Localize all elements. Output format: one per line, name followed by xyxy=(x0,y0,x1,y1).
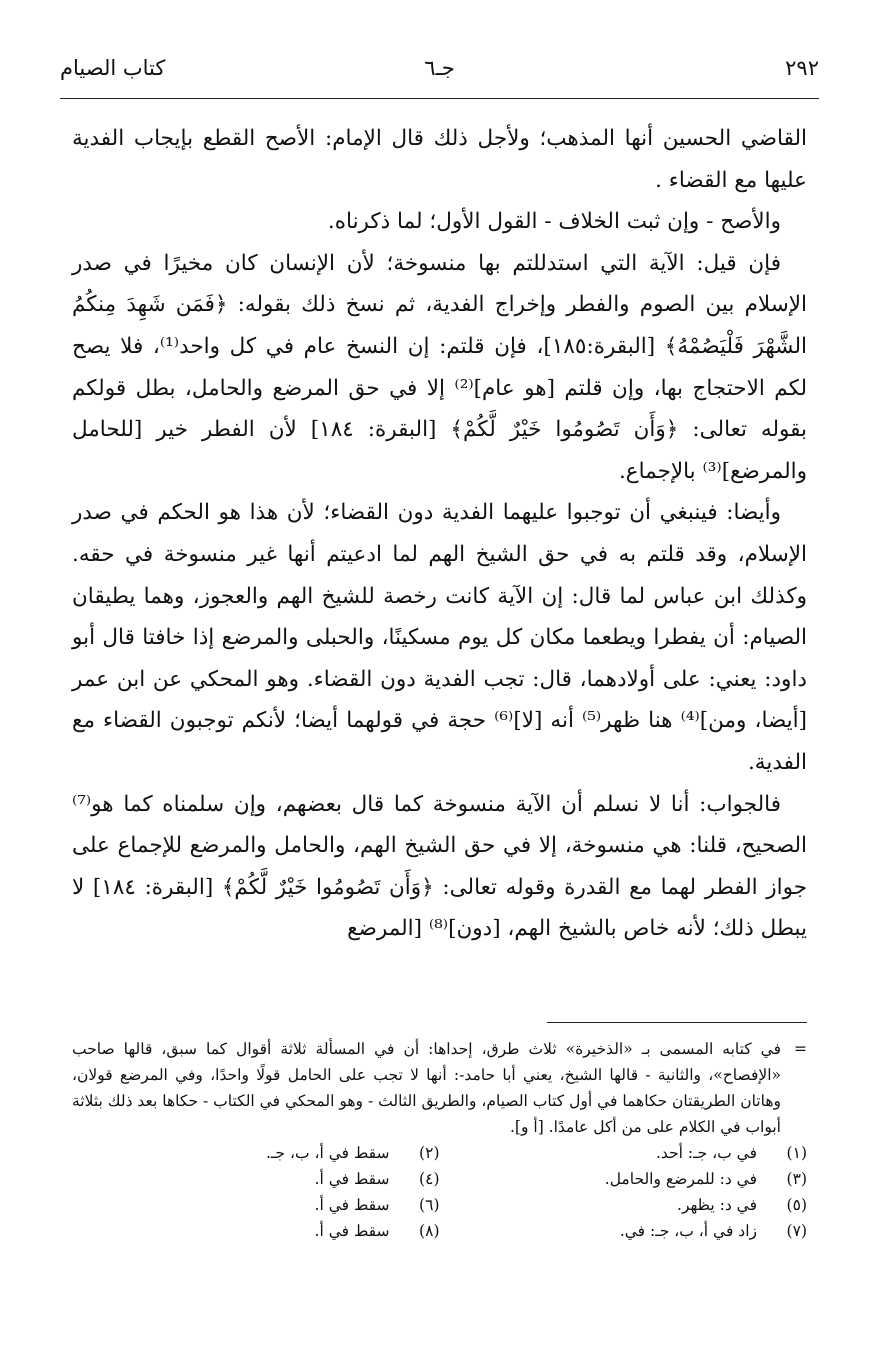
footnote-continuation xyxy=(72,1036,807,1140)
book-title: كتاب الصيام xyxy=(60,56,166,80)
footnote-item xyxy=(72,1218,440,1244)
footnote-text: زاد في أ، ب، جـ: في. xyxy=(619,1222,757,1240)
footnote-item xyxy=(440,1140,808,1166)
footnote-text: في د: للمرضع والحامل. xyxy=(604,1170,757,1188)
footnote-number: (٤) xyxy=(419,1170,440,1188)
paragraph: فإن قيل: الآية التي استدللتم بها منسوخة؛ لأن الإنسان كان مخيرًا في صدر الإسلام بين الصوم والفطر وإخراج الفدية، ثم نسخ ذلك بقوله: ﴿فَمَن شَهِدَ مِنكُمُ الشَّهْرَ فَلْيَصُمْهُ﴾ [البقرة:١٨٥]، فإن قلتم: إن النسخ عام في كل واحد⁽¹⁾، فلا يصح لكم الاحتجاج بها، وإن قلتم [هو عام]⁽²⁾ إلا في حق المرضع والحامل، بطل قولكم بقوله تعالى: ﴿وَأَن تَصُومُوا خَيْرٌ لَّكُمْ﴾ [البقرة: ١٨٤] لأن الفطر خير [للحامل والمرضع]⁽³⁾ بالإجماع. xyxy=(72,250,808,484)
footnote-number: (٢) xyxy=(419,1144,440,1162)
footnote-number: (٧) xyxy=(786,1222,807,1240)
paragraph: والأصح - وإن ثبت الخلاف - القول الأول؛ لما ذكرناه. xyxy=(327,209,781,235)
footnote-item xyxy=(440,1218,808,1244)
footnote-number: (١) xyxy=(786,1144,807,1162)
footnote-item xyxy=(440,1166,808,1192)
footnote-text: في ب، جـ: أحد. xyxy=(656,1144,757,1162)
footnote-item xyxy=(72,1192,440,1218)
footnote-text: في د: يظهر. xyxy=(677,1196,757,1214)
main-text xyxy=(72,118,807,950)
footnote-list xyxy=(72,1140,807,1244)
footnotes xyxy=(72,1036,807,1244)
paragraph: وأيضا: فينبغي أن توجبوا عليهما الفدية دون القضاء؛ لأن هذا هو الحكم في صدر الإسلام، وقد قلتم به في حق الشيخ الهم لما ادعيتم أنها غير منسوخة في حقه. وكذلك ابن عباس لما قال: إن الآية كانت رخصة للشيخ الهم والعجوز، وهما يطيقان الصيام: أن يفطرا ويطعما مكان كل يوم مسكينًا، والحبلى والمرضع إذا خافتا قال أبو داود: يعني: على أولادهما، قال: تجب الفدية دون القضاء. وهو المحكي عن ابن عمر [أيضا، ومن]⁽⁴⁾ هنا ظهر⁽⁵⁾ أنه [لا]⁽⁶⁾ حجة في قولهما أيضا؛ لأنكم توجبون القضاء مع الفدية. xyxy=(72,500,807,775)
continuation-mark: = xyxy=(794,1040,807,1058)
footnote-text: سقط في أ. xyxy=(314,1196,390,1214)
footnote-number: (٦) xyxy=(419,1196,440,1214)
paragraph: القاضي الحسين أنها المذهب؛ ولأجل ذلك قال الإمام: الأصح القطع بإيجاب الفدية عليها مع القضاء . xyxy=(72,126,807,193)
footnote-number: (٣) xyxy=(786,1170,807,1188)
footnote-text: سقط في أ. xyxy=(314,1170,390,1188)
footnote-number: (٨) xyxy=(419,1222,440,1240)
footnote-number: (٥) xyxy=(786,1196,807,1214)
page-number: ٢٩٢ xyxy=(785,56,819,80)
footnote-item xyxy=(72,1140,440,1166)
volume-label: جـ٦ xyxy=(424,56,455,80)
footnote-rule xyxy=(547,1022,807,1023)
footnote-item xyxy=(72,1166,440,1192)
header-rule xyxy=(60,98,819,99)
paragraph: فالجواب: أنا لا نسلم أن الآية منسوخة كما قال بعضهم، وإن سلمناه كما هو⁽⁷⁾ الصحيح، قلنا: هي منسوخة، إلا في حق الشيخ الهم، والحامل والمرضع للإجماع على جواز الفطر لهما مع القدرة وقوله تعالى: ﴿وَأَن تَصُومُوا خَيْرٌ لَّكُمْ﴾ [البقرة: ١٨٤] لا يبطل ذلك؛ لأنه خاص بالشيخ الهم، [دون]⁽⁸⁾ [المرضع xyxy=(72,791,807,942)
footnote-item xyxy=(440,1192,808,1218)
footnote-text: سقط في أ، ب، جـ. xyxy=(265,1144,390,1162)
footnote-text: سقط في أ. xyxy=(314,1222,390,1240)
footnote-continuation-text: في كتابه المسمى بـ «الذخيرة» ثلاث طرق، إحداها: أن في المسألة ثلاثة أقوال كما سبق، قالها صاحب «الإفصاح»، والثانية - قالها الشيخ، يعني أبا حامد-: أنها لا تجب على الحامل قولًا واحدًا، وفي المرضع قولان، وهاتان الطريقتان حكاهما في أول كتاب الصيام، والطريق الثالث - وهو المحكي في الكتاب - حكاها بعد ذلك بثلاثة أبواب في الكلام على من أكل عامدًا. [أ و]. xyxy=(72,1040,781,1136)
running-header xyxy=(60,52,819,92)
